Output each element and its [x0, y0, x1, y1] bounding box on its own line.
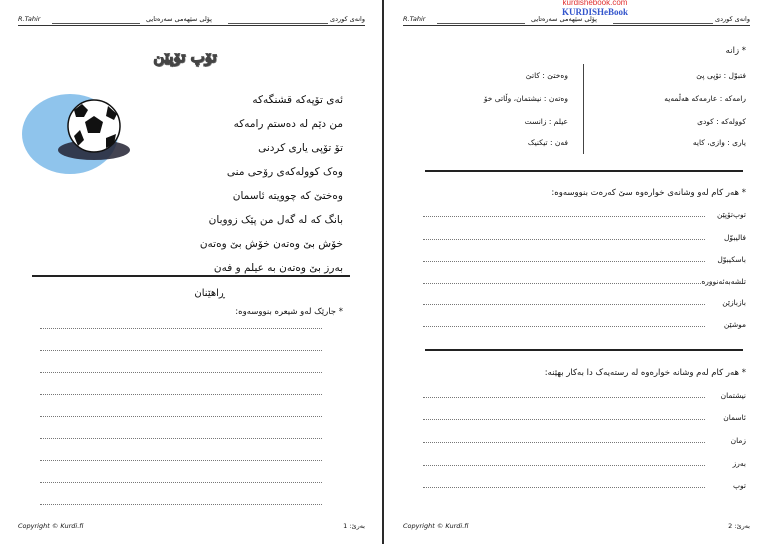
- writing-line[interactable]: [40, 482, 322, 483]
- writing-line[interactable]: [40, 394, 322, 395]
- poem-line: ئەی تۆپەکە قشنگەکە: [252, 94, 343, 106]
- writing-line[interactable]: [423, 239, 705, 240]
- writing-line[interactable]: [423, 304, 705, 305]
- vocabulary-item: یاری : وازی، کایە: [692, 138, 746, 147]
- practice-word: موشێن: [723, 320, 746, 329]
- vocabulary-item: وەتەن : نیشتمان، وڵاتی خۆ: [483, 94, 568, 103]
- football-image: [22, 88, 132, 178]
- practice-word: زمان: [730, 436, 746, 445]
- writing-line[interactable]: [423, 283, 705, 284]
- practice-word: بەرز: [732, 459, 746, 468]
- vocabulary-item: وەختێ : کاتێ: [525, 71, 568, 80]
- practice-word: تلشەبەئەنوورە: [701, 277, 746, 286]
- vocabulary-column-divider: [583, 64, 584, 154]
- vocabulary-item: فەن : تیکنیک: [527, 138, 568, 147]
- writing-line[interactable]: [423, 261, 705, 262]
- writing-line[interactable]: [40, 350, 322, 351]
- writing-line[interactable]: [40, 504, 322, 505]
- school-label: پۆلی سێهەمی سەرەتایی: [531, 15, 597, 23]
- practice-word: باسکیبوّل: [717, 255, 746, 264]
- exercise-instruction: * هەر کام لەم وشانە خوارەوە لە رستەیەک دا بەکار بهێنە:: [544, 368, 746, 378]
- poem-line: تۆ تۆپی یاری کردنی: [258, 142, 343, 154]
- vocabulary-item: کوولەکە : کودی: [697, 117, 746, 126]
- page-number: بەرێ: 1: [343, 522, 365, 530]
- practice-word: ئاسمان: [723, 413, 746, 422]
- exercise-title: ڕاهێنان: [194, 288, 225, 299]
- exercise-instruction: * جارێک لەو شیعرە بنووسەوە:: [235, 307, 343, 317]
- poem-text: [200, 88, 343, 280]
- poem-line: وەختێ کە چوویتە ئاسمان: [232, 190, 343, 202]
- poem-line: من دێم لە دەستم رامەکە: [233, 118, 343, 130]
- vocabulary-item: عیلم : زانست: [524, 117, 568, 126]
- worksheet-page-1: [0, 0, 383, 544]
- writing-line[interactable]: [40, 372, 322, 373]
- brand-name: KURDISHeBook: [561, 7, 628, 17]
- author-label: R.Tahir: [403, 15, 426, 23]
- writing-line[interactable]: [40, 328, 322, 329]
- subject-label: وانەی کوردی: [330, 15, 365, 23]
- page-footer: [18, 522, 365, 534]
- page-footer: [403, 522, 750, 534]
- author-label: R.Tahir: [18, 15, 41, 23]
- brand-url: kurdishebook.com: [562, 0, 628, 7]
- writing-line[interactable]: [40, 460, 322, 461]
- practice-word: نیشتمان: [720, 391, 746, 400]
- practice-word: بازبازێن: [722, 298, 746, 307]
- exercise-instruction: * هەر کام لەو وشانەی خوارەوە سێ کەرەت بنووسەوە:: [551, 188, 746, 198]
- page-header: [403, 13, 750, 27]
- writing-line[interactable]: [423, 487, 705, 488]
- copyright-text: Copyright © Kurdi.fi: [403, 522, 469, 530]
- section-divider: [32, 275, 350, 277]
- page-header: [18, 13, 365, 27]
- practice-word: فالیبوّل: [723, 233, 746, 242]
- writing-line[interactable]: [423, 465, 705, 466]
- writing-line[interactable]: [40, 438, 322, 439]
- section-divider: [425, 170, 743, 172]
- vocabulary-heading: * زانە: [725, 46, 746, 56]
- vocabulary-item: رامەکە : عارمەکە هەڵمەیە: [664, 94, 746, 103]
- writing-line[interactable]: [423, 326, 705, 327]
- section-divider: [425, 349, 743, 351]
- practice-word: توپ: [732, 481, 746, 490]
- copyright-text: Copyright © Kurdi.fi: [18, 522, 84, 530]
- subject-label: وانەی کوردی: [715, 15, 750, 23]
- vocabulary-item: فتبوّل : تۆپی پێ: [696, 71, 746, 80]
- poem-line: وەک کوولەکەی رۆحی منی: [226, 166, 343, 178]
- page-number: بەرێ: 2: [728, 522, 750, 530]
- poem-line: بەرز بێ وەتەن بە عیلم و فەن: [213, 262, 343, 274]
- writing-line[interactable]: [423, 442, 705, 443]
- writing-line[interactable]: [423, 216, 705, 217]
- writing-line[interactable]: [423, 419, 705, 420]
- poem-line: خۆش بێ وەتەن خۆش بێ وەتەن: [199, 238, 343, 250]
- school-label: پۆلی سێهەمی سەرەتایی: [146, 15, 212, 23]
- poem-title: تۆپ تۆپێن: [153, 48, 217, 66]
- practice-word: توپ‌تۆپێن: [716, 210, 746, 219]
- writing-line[interactable]: [40, 416, 322, 417]
- page-separator: [382, 0, 384, 544]
- writing-line[interactable]: [423, 397, 705, 398]
- poem-line: بانگ کە لە گەل من پێک زووبان: [208, 214, 343, 226]
- worksheet-page-2: [385, 0, 768, 544]
